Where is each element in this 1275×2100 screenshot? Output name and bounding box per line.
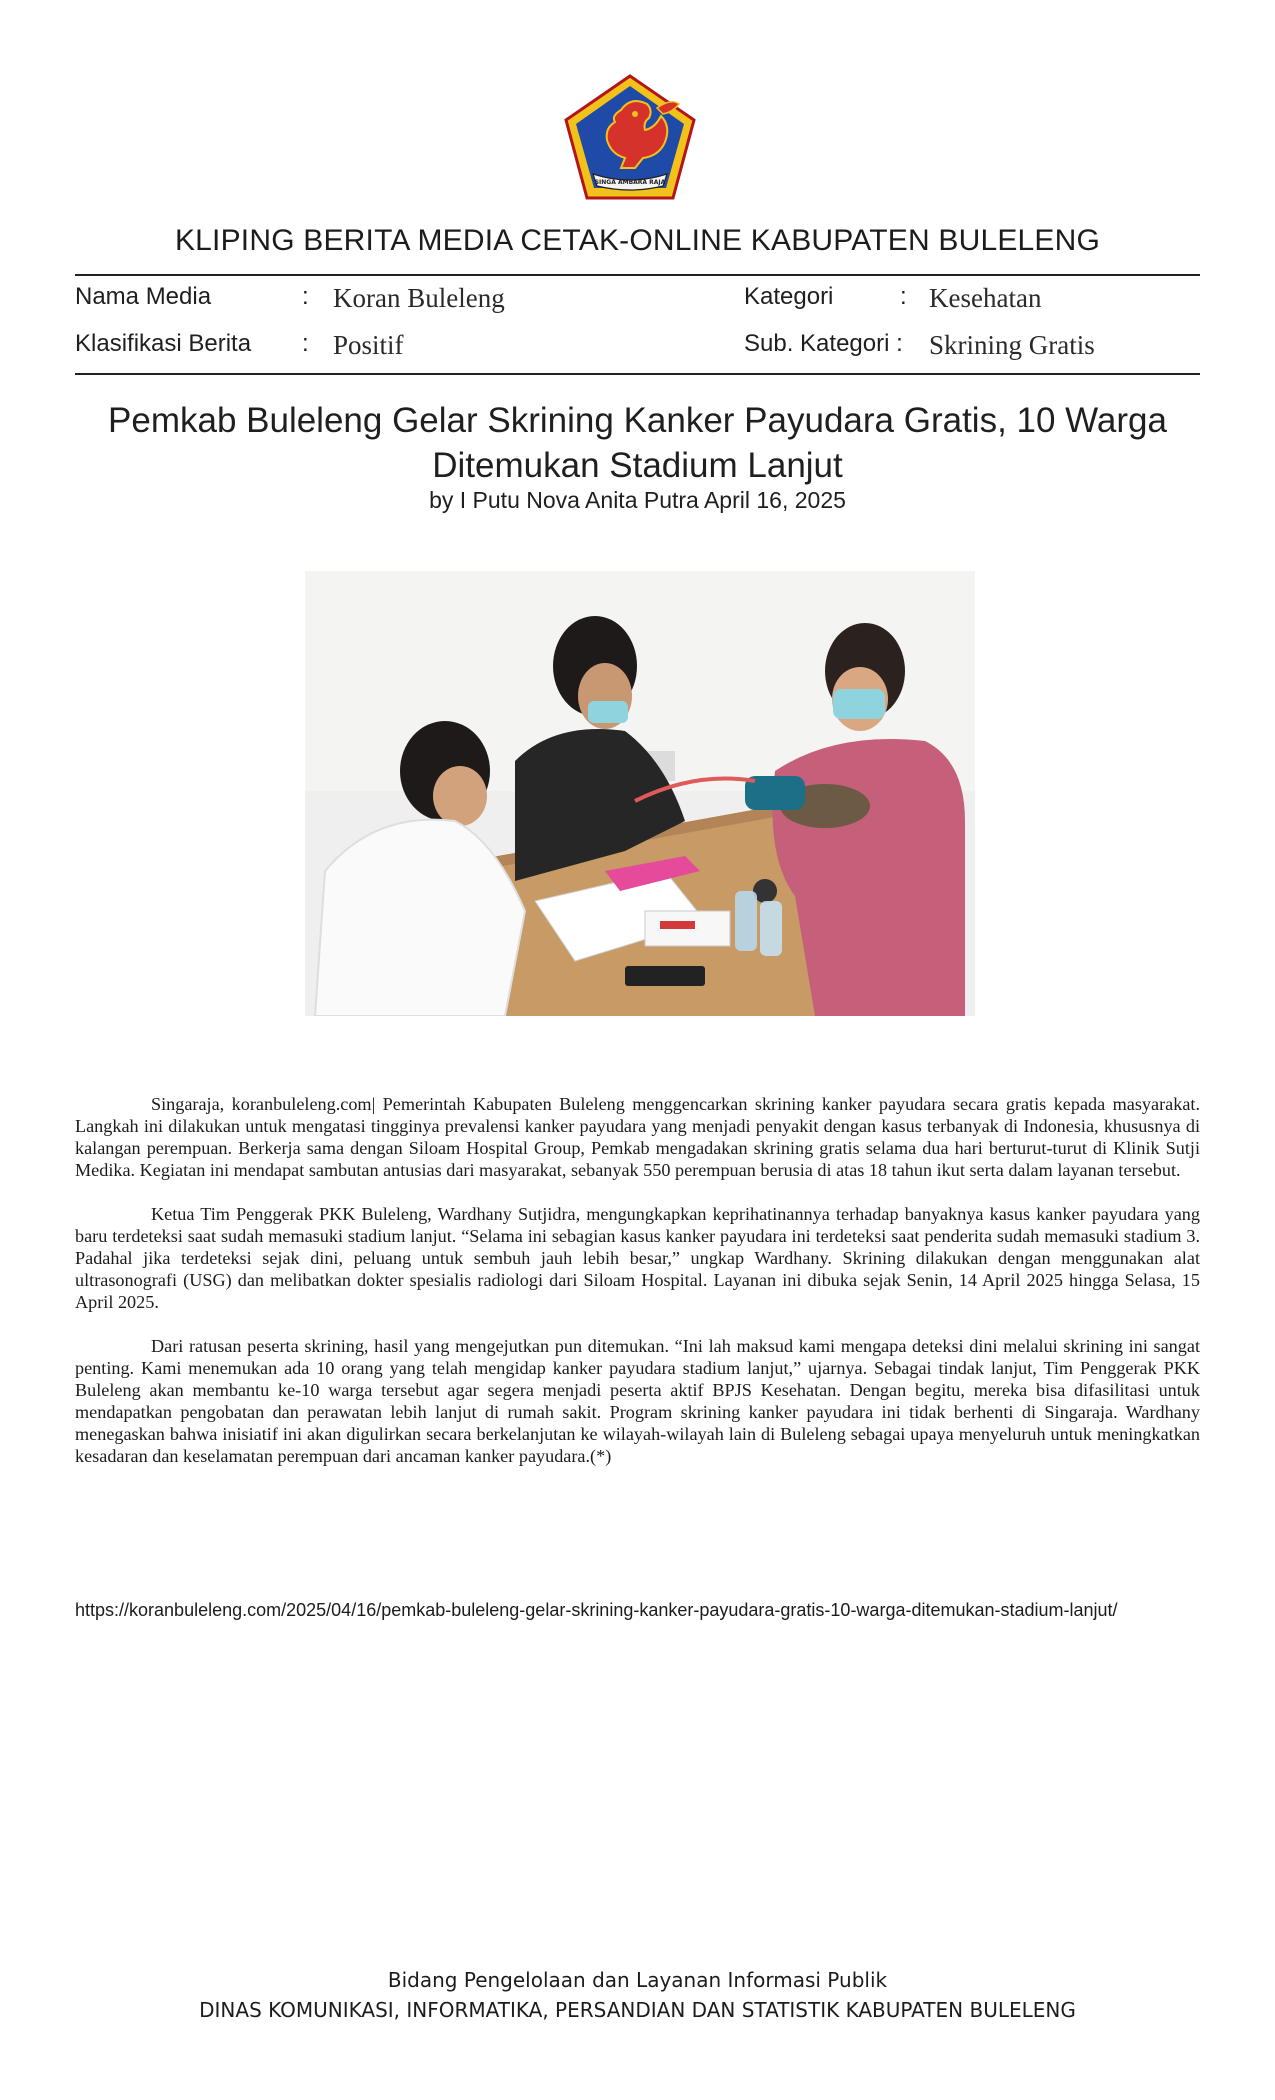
article-body [75,1093,1200,1489]
article-paragraph: Singaraja, koranbuleleng.com| Pemerintah Kabupaten Buleleng menggencarkan skrining kanker payudara secara gratis kepada masyarakat. Langkah ini dilakukan untuk mengatasi tingginya prevalensi kanker payudara yang menjadi penyakit dengan kasus terbanyak di Indonesia, khususnya di kalangan perempuan. Berkerja sama dengan Siloam Hospital Group, Pemkab mengadakan skrining gratis selama dua hari berturut-turut di Klinik Sutji Medika. Kegiatan ini mendapat sambutan antusias dari masyarakat, sebanyak 550 perempuan berusia di atas 18 tahun ikut serta dalam layanan tersebut. [75,1094,1200,1180]
media-name-colon: : [302,283,309,310]
subcategory-label: Sub. Kategori : [744,330,903,357]
classification-value: Positif [333,330,404,360]
header-rule-bottom [75,373,1200,375]
footer-division: Bidang Pengelolaan dan Layanan Informasi Publik [387,1968,888,1992]
media-name-label: Nama Media [75,283,212,310]
source-url-link[interactable]: https://koranbuleleng.com/2025/04/16/pemkab-buleleng-gelar-skrining-kanker-payudara-gratis-10-warga-ditemukan-stadium-lanjut/ [75,1600,1118,1620]
article-byline: by I Putu Nova Anita Putra April 16, 2025 [429,487,846,513]
emblem-motto: SINGA AMBARA RAJA [594,179,666,186]
category-value: Kesehatan [929,283,1042,313]
media-name-value: Koran Buleleng [333,283,505,313]
article-paragraph: Ketua Tim Penggerak PKK Buleleng, Wardhany Sutjidra, mengungkapkan keprihatinannya terhadap banyaknya kasus kanker payudara yang baru terdeteksi saat sudah memasuki stadium lanjut. “Selama ini sebagian kasus kanker payudara ini terdeteksi saat penderita sudah memasuki stadium 3. Padahal jika terdeteksi sejak dini, peluang untuk sembuh jauh lebih besar,” ungkap Wardhany. Skrining dilakukan dengan menggunakan alat ultrasonografi (USG) dan melibatkan dokter spesialis radiologi dari Siloam Hospital. Layanan ini dibuka sejak Senin, 14 April 2025 hingga Selasa, 15 April 2025. [75,1204,1200,1312]
category-colon: : [900,283,907,310]
category-label: Kategori [744,283,834,310]
article-paragraph: Dari ratusan peserta skrining, hasil yang mengejutkan pun ditemukan. “Ini lah maksud kami mengapa deteksi dini melalui skrining ini sangat penting. Kami menemukan ada 10 orang yang telah mengidap kanker payudara stadium lanjut,” ujarnya. Sebagai tindak lanjut, Tim Penggerak PKK Buleleng akan membantu ke-10 warga tersebut agar segera menjadi peserta aktif BPJS Kesehatan. Dengan begitu, mereka bisa difasilitasi untuk mendapatkan pengobatan dan perawatan lebih lanjut di rumah sakit. Program skrining kanker payudara ini tidak berhenti di Singaraja. Wardhany menegaskan bahwa inisiatif ini akan digulirkan secara berkelanjutan ke wilayah-wilayah lain di Buleleng sebagai upaya menyeluruh untuk meningkatkan kesadaran dan keselamatan perempuan dari ancaman kanker payudara.(*) [75,1336,1200,1466]
header-rule-top [75,274,1200,276]
classification-label: Klasifikasi Berita [75,330,252,357]
footer-agency: DINAS KOMUNIKASI, INFORMATIKA, PERSANDIAN DAN STATISTIK KABUPATEN BULELENG [199,1998,1076,2022]
article-headline: Pemkab Buleleng Gelar Skrining Kanker Payudara Gratis, 10 Warga Ditemukan Stadium Lanjut [108,401,1167,485]
subcategory-value: Skrining Gratis [929,330,1095,360]
clipping-header-title: KLIPING BERITA MEDIA CETAK-ONLINE KABUPATEN BULELENG [174,224,1101,257]
article-photo [305,571,975,1016]
buleleng-regency-emblem [563,74,697,202]
classification-colon: : [302,330,309,357]
